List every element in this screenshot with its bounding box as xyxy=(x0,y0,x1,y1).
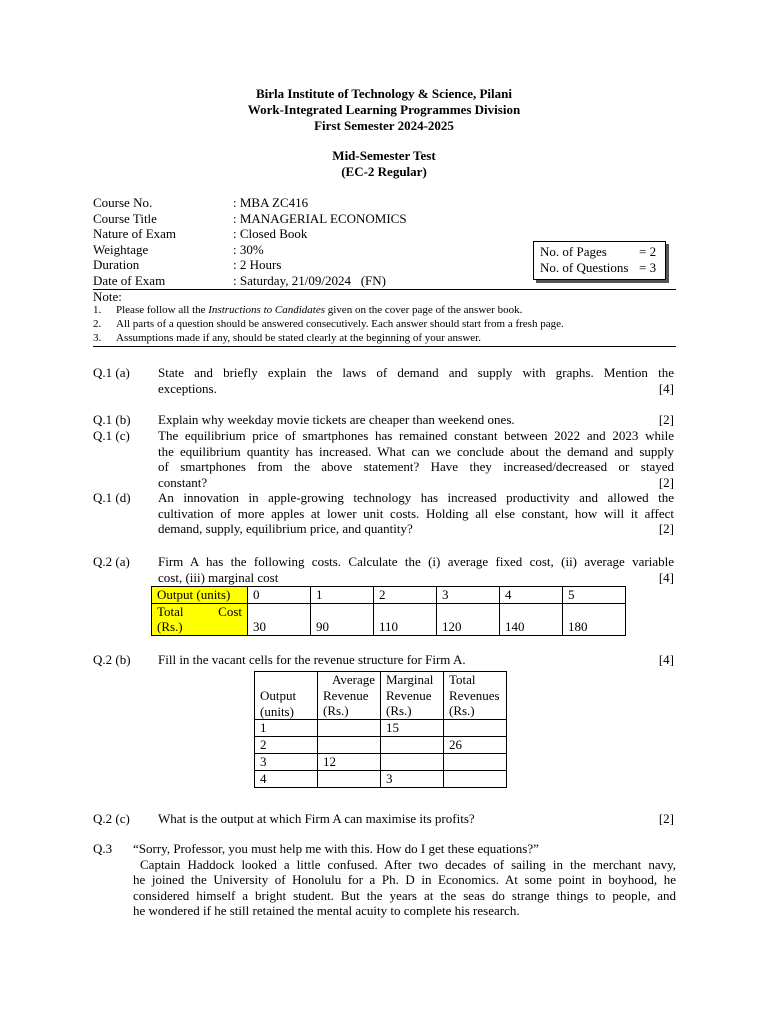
header-line: Revenues xyxy=(449,687,500,703)
question-number: Q.1 (d) xyxy=(93,490,131,505)
info-row xyxy=(93,211,407,227)
header-line xyxy=(260,672,312,688)
note-item xyxy=(93,331,676,345)
table-row xyxy=(152,603,626,635)
header-line: Total xyxy=(449,672,476,687)
note-text: Assumptions made if any, should be stated clearly at the beginning of your answer. xyxy=(116,332,481,344)
info-key: Date of Exam xyxy=(93,272,166,288)
table-header-cell: Output (units) xyxy=(152,587,248,604)
info-key: Weightage xyxy=(93,241,149,257)
table-cell: 2 xyxy=(374,587,437,604)
table-cell: 5 xyxy=(563,587,626,604)
question-marks: [2] xyxy=(658,811,674,826)
question-line: What is the output at which Firm A can maximise its profits? xyxy=(158,811,475,826)
questions-value: = 3 xyxy=(639,259,657,275)
question-line: considered himself a bright student. But the years at the seas do strange things to people, and xyxy=(133,887,676,903)
table-cell: 3 xyxy=(381,771,444,788)
question-line: cost, (iii) marginal cost xyxy=(158,569,279,585)
header-line: Marginal xyxy=(386,672,434,687)
note-section xyxy=(93,289,676,345)
table-row xyxy=(255,720,507,737)
table-cell: 4 xyxy=(255,771,318,788)
question-text xyxy=(158,652,674,668)
cost-label: (Rs.) xyxy=(157,619,183,634)
test-regular: (EC-2 Regular) xyxy=(341,164,427,179)
divider xyxy=(93,346,676,347)
table-header-cell xyxy=(381,672,444,720)
table-cell: 180 xyxy=(563,603,626,635)
info-row xyxy=(93,195,407,211)
table-row xyxy=(152,587,626,604)
questions-label: No. of Questions xyxy=(540,259,629,275)
question-line: he joined the University of Honolulu for a Ph. D in Economics. At some point in boyhood, he xyxy=(133,872,676,887)
table-header-cell xyxy=(444,672,507,720)
table-header-cell xyxy=(318,672,381,720)
header-line: (units) xyxy=(260,703,294,719)
question-text xyxy=(133,841,676,919)
table-cell: 30 xyxy=(248,603,311,635)
note-emphasis: Instructions to Candidates xyxy=(208,304,325,316)
header-line: Revenue xyxy=(386,687,432,703)
note-text: All parts of a question should be answered consecutively. Each answer should start from a fresh page. xyxy=(116,318,564,330)
question-line: the equilibrium quantity has increased. What can we conclude about the demand and supply xyxy=(158,443,674,459)
division-name: Work-Integrated Learning Programmes Division xyxy=(247,102,521,117)
info-row xyxy=(93,242,407,258)
question-line: Explain why weekday movie tickets are cheaper than weekend ones. xyxy=(158,412,515,427)
header-line: (Rs.) xyxy=(386,703,412,718)
info-key: Duration xyxy=(93,257,140,272)
info-row xyxy=(93,273,407,289)
table-cell: 12 xyxy=(318,754,381,771)
question-text xyxy=(158,811,674,827)
note-item xyxy=(93,303,676,317)
question-text xyxy=(158,428,674,490)
info-key: Course Title xyxy=(93,210,157,226)
table-cell: 120 xyxy=(437,603,500,635)
info-value: : 2 Hours xyxy=(233,257,282,272)
question-marks: [4] xyxy=(658,652,674,667)
table-cell: 3 xyxy=(255,754,318,771)
info-row xyxy=(93,226,407,242)
question-text xyxy=(158,365,674,396)
header-line: Revenue xyxy=(323,687,369,703)
info-value: : MBA ZC416 xyxy=(233,195,309,210)
pages-count xyxy=(540,244,665,260)
exam-info xyxy=(93,195,407,288)
pages-label: No. of Pages xyxy=(540,244,607,259)
table-cell xyxy=(444,720,507,737)
note-number: 2. xyxy=(93,318,102,330)
question-line: Captain Haddock looked a little confused. After two decades of sailing in the merchant navy, xyxy=(140,856,676,872)
info-value: : MANAGERIAL ECONOMICS xyxy=(233,210,407,226)
table-cell: 3 xyxy=(437,587,500,604)
question-text xyxy=(158,412,674,428)
question-marks: [2] xyxy=(658,412,674,427)
question-marks: [4] xyxy=(658,569,674,585)
table-cell: 15 xyxy=(381,720,444,737)
question-line: State and briefly explain the laws of demand and supply with graphs. Mention the xyxy=(158,365,674,380)
table-cell: 1 xyxy=(255,720,318,737)
question-number: Q.3 xyxy=(93,841,113,856)
question-line: of smartphones from the above statement? Have they increased/decreased or stayed xyxy=(158,459,674,474)
header-line: Output xyxy=(260,688,297,703)
institute-name: Birla Institute of Technology & Science, Pilani xyxy=(255,86,513,101)
header-line: (Rs.) xyxy=(323,703,349,718)
semester: First Semester 2024-2025 xyxy=(314,118,454,133)
question-line: exceptions. xyxy=(158,380,217,396)
question-line: Firm A has the following costs. Calculate the (i) average fixed cost, (ii) average variable xyxy=(158,554,674,569)
table-cell: 2 xyxy=(255,737,318,754)
question-number: Q.2 (b) xyxy=(93,652,131,667)
cost-label: Cost xyxy=(218,603,242,619)
question-line: The equilibrium price of smartphones has remained constant between 2022 and 2023 while xyxy=(158,428,674,443)
question-line: An innovation in apple-growing technology has increased productivity and allowed the xyxy=(158,490,674,505)
question-marks: [2] xyxy=(658,521,674,536)
question-number: Q.2 (a) xyxy=(93,554,130,569)
test-title: Mid-Semester Test xyxy=(332,148,436,163)
question-text xyxy=(158,554,674,585)
questions-count xyxy=(540,260,665,276)
question-number: Q.1 (a) xyxy=(93,365,130,380)
table-cell: 140 xyxy=(500,603,563,635)
table-cell xyxy=(318,771,381,788)
question-number: Q.1 (b) xyxy=(93,412,131,427)
note-number: 3. xyxy=(93,332,102,344)
table-cell: 110 xyxy=(374,603,437,635)
table-cell xyxy=(381,754,444,771)
cost-table xyxy=(151,586,626,636)
table-cell: 4 xyxy=(500,587,563,604)
note-number: 1. xyxy=(93,304,102,316)
info-row xyxy=(93,257,407,273)
question-line: Fill in the vacant cells for the revenue structure for Firm A. xyxy=(158,652,466,667)
table-cell xyxy=(444,754,507,771)
question-number: Q.2 (c) xyxy=(93,811,130,826)
info-value: : 30% xyxy=(233,241,264,257)
header-line: (Rs.) xyxy=(449,703,475,718)
question-marks: [2] xyxy=(658,474,674,490)
header-line: Average xyxy=(331,672,375,687)
question-number: Q.1 (c) xyxy=(93,428,130,443)
table-cell xyxy=(318,737,381,754)
table-cell xyxy=(444,771,507,788)
question-line: constant? xyxy=(158,474,208,490)
question-line: he wondered if he still retained the mental acuity to complete his research. xyxy=(133,903,520,918)
note-item xyxy=(93,317,676,331)
table-row xyxy=(255,737,507,754)
pages-questions-box xyxy=(533,241,666,280)
table-header-cell xyxy=(255,672,318,720)
note-text: given on the cover page of the answer book. xyxy=(325,304,523,316)
revenue-table xyxy=(254,671,507,788)
pages-value: = 2 xyxy=(639,244,657,259)
table-header-row xyxy=(255,672,507,720)
question-line: “Sorry, Professor, you must help me with this. How do I get these equations?” xyxy=(133,841,539,856)
table-row xyxy=(255,771,507,788)
question-text xyxy=(158,490,674,537)
table-cell: 26 xyxy=(444,737,507,754)
table-row xyxy=(255,754,507,771)
question-marks: [4] xyxy=(658,380,674,396)
info-value: : Closed Book xyxy=(233,226,308,241)
info-key: Course No. xyxy=(93,195,153,210)
table-cell: 1 xyxy=(311,587,374,604)
table-cell xyxy=(318,720,381,737)
info-key: Nature of Exam xyxy=(93,226,177,241)
table-header-cell xyxy=(152,603,248,635)
table-cell: 0 xyxy=(248,587,311,604)
table-cell: 90 xyxy=(311,603,374,635)
question-line: demand, supply, equilibrium price, and quantity? xyxy=(158,521,413,536)
cost-label: Total xyxy=(157,603,184,619)
info-value: : Saturday, 21/09/2024 (FN) xyxy=(233,272,386,288)
note-title: Note: xyxy=(93,289,122,304)
note-text: Please follow all the xyxy=(116,304,209,316)
table-cell xyxy=(381,737,444,754)
question-line: cultivation of more apples at lower unit costs. Holding all else constant, how will it affect xyxy=(158,505,674,521)
